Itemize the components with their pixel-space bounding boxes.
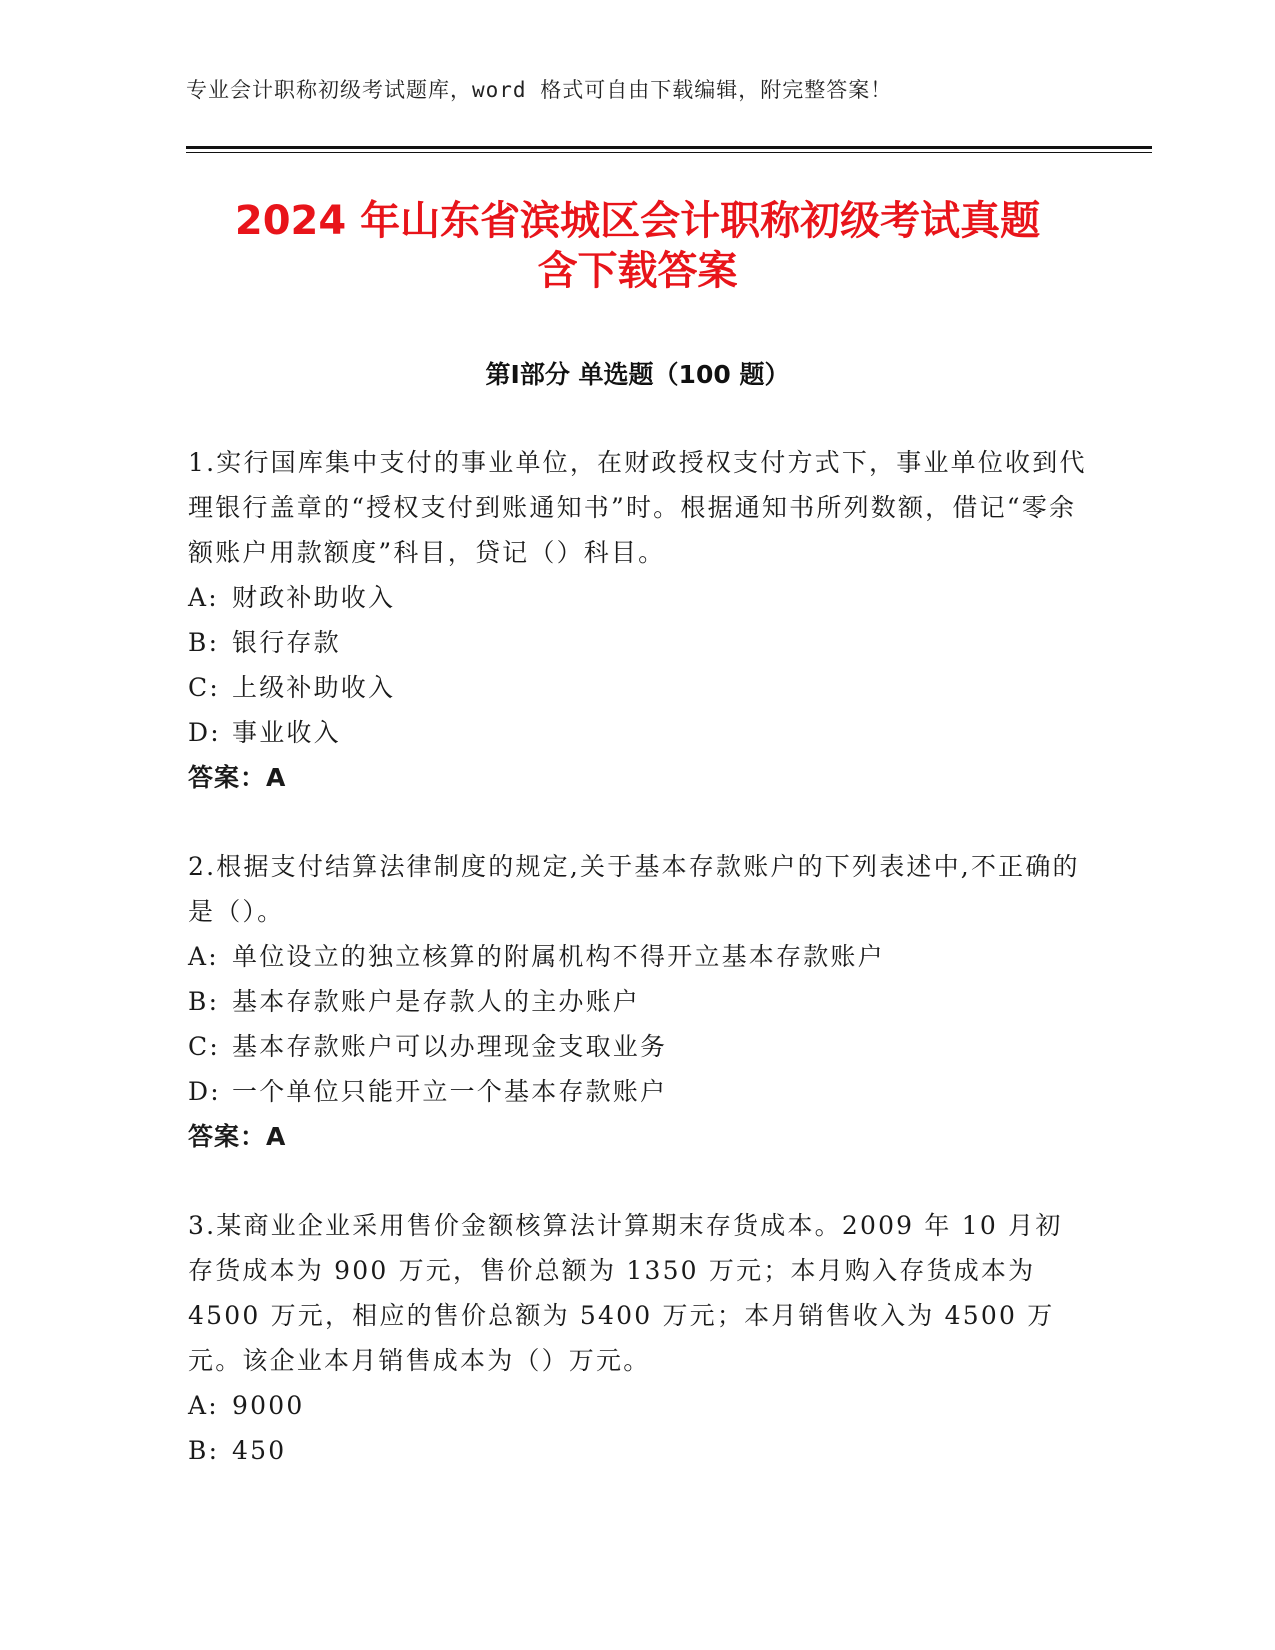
option-c [188,665,1088,710]
option-key: C: [188,673,220,702]
question-3 [188,1203,1088,1473]
option-key: C: [188,1032,220,1061]
option-key: A: [188,942,219,971]
option-key: B: [188,1436,220,1465]
option-text: 基本存款账户是存款人的主办账户 [232,987,641,1016]
header-rule-thin [186,152,1152,153]
option-a [188,1383,1088,1428]
option-text: 一个单位只能开立一个基本存款账户 [232,1077,668,1106]
answer-label: 答案：A [188,763,287,792]
option-key: A: [188,583,219,612]
option-key: D: [188,1077,221,1106]
option-c [188,1024,1088,1069]
option-b [188,1428,1088,1473]
option-key: B: [188,987,220,1016]
option-b [188,620,1088,665]
title-line-2: 含下载答案 [537,248,738,294]
question-stem: 1.实行国库集中支付的事业单位，在财政授权支付方式下，事业单位收到代理银行盖章的“授权支付到账通知书”时。根据通知书所列数额，借记“零余额账户用款额度”科目，贷记（）科目。 [188,448,1087,567]
option-text: 事业收入 [232,718,341,747]
question-2 [188,844,1088,1159]
option-b [188,979,1088,1024]
header-note: 专业会计职称初级考试题库，word 格式可自由下载编辑，附完整答案！ [186,78,893,102]
section-heading: 第Ⅰ部分 单选题（100 题） [485,360,790,389]
option-a [188,934,1088,979]
option-text: 9000 [232,1391,305,1420]
header-rule-thick [186,146,1152,149]
question-stem: 2.根据支付结算法律制度的规定,关于基本存款账户的下列表述中,不正确的是（）。 [188,852,1080,926]
question-1 [188,440,1088,800]
option-text: 基本存款账户可以办理现金支取业务 [232,1032,668,1061]
option-d [188,1069,1088,1114]
document-title [150,196,1125,296]
option-text: 银行存款 [232,628,341,657]
option-a [188,575,1088,620]
question-list [188,440,1088,1517]
title-line-1: 2024 年山东省滨城区会计职称初级考试真题 [234,198,1041,244]
option-key: D: [188,718,221,747]
option-text: 上级补助收入 [232,673,396,702]
question-stem: 3.某商业企业采用售价金额核算法计算期末存货成本。2009 年 10 月初存货成本为 900 万元，售价总额为 1350 万元；本月购入存货成本为 4500 万元，相应的售价总额为 5400 万元；本月销售收入为 4500 万元。该企业本月销售成本为（）万元。 [188,1211,1063,1375]
option-key: A: [188,1391,219,1420]
answer-label: 答案：A [188,1122,287,1151]
option-key: B: [188,628,220,657]
option-d [188,710,1088,755]
option-text: 450 [232,1436,287,1465]
option-text: 单位设立的独立核算的附属机构不得开立基本存款账户 [232,942,885,971]
option-text: 财政补助收入 [232,583,396,612]
